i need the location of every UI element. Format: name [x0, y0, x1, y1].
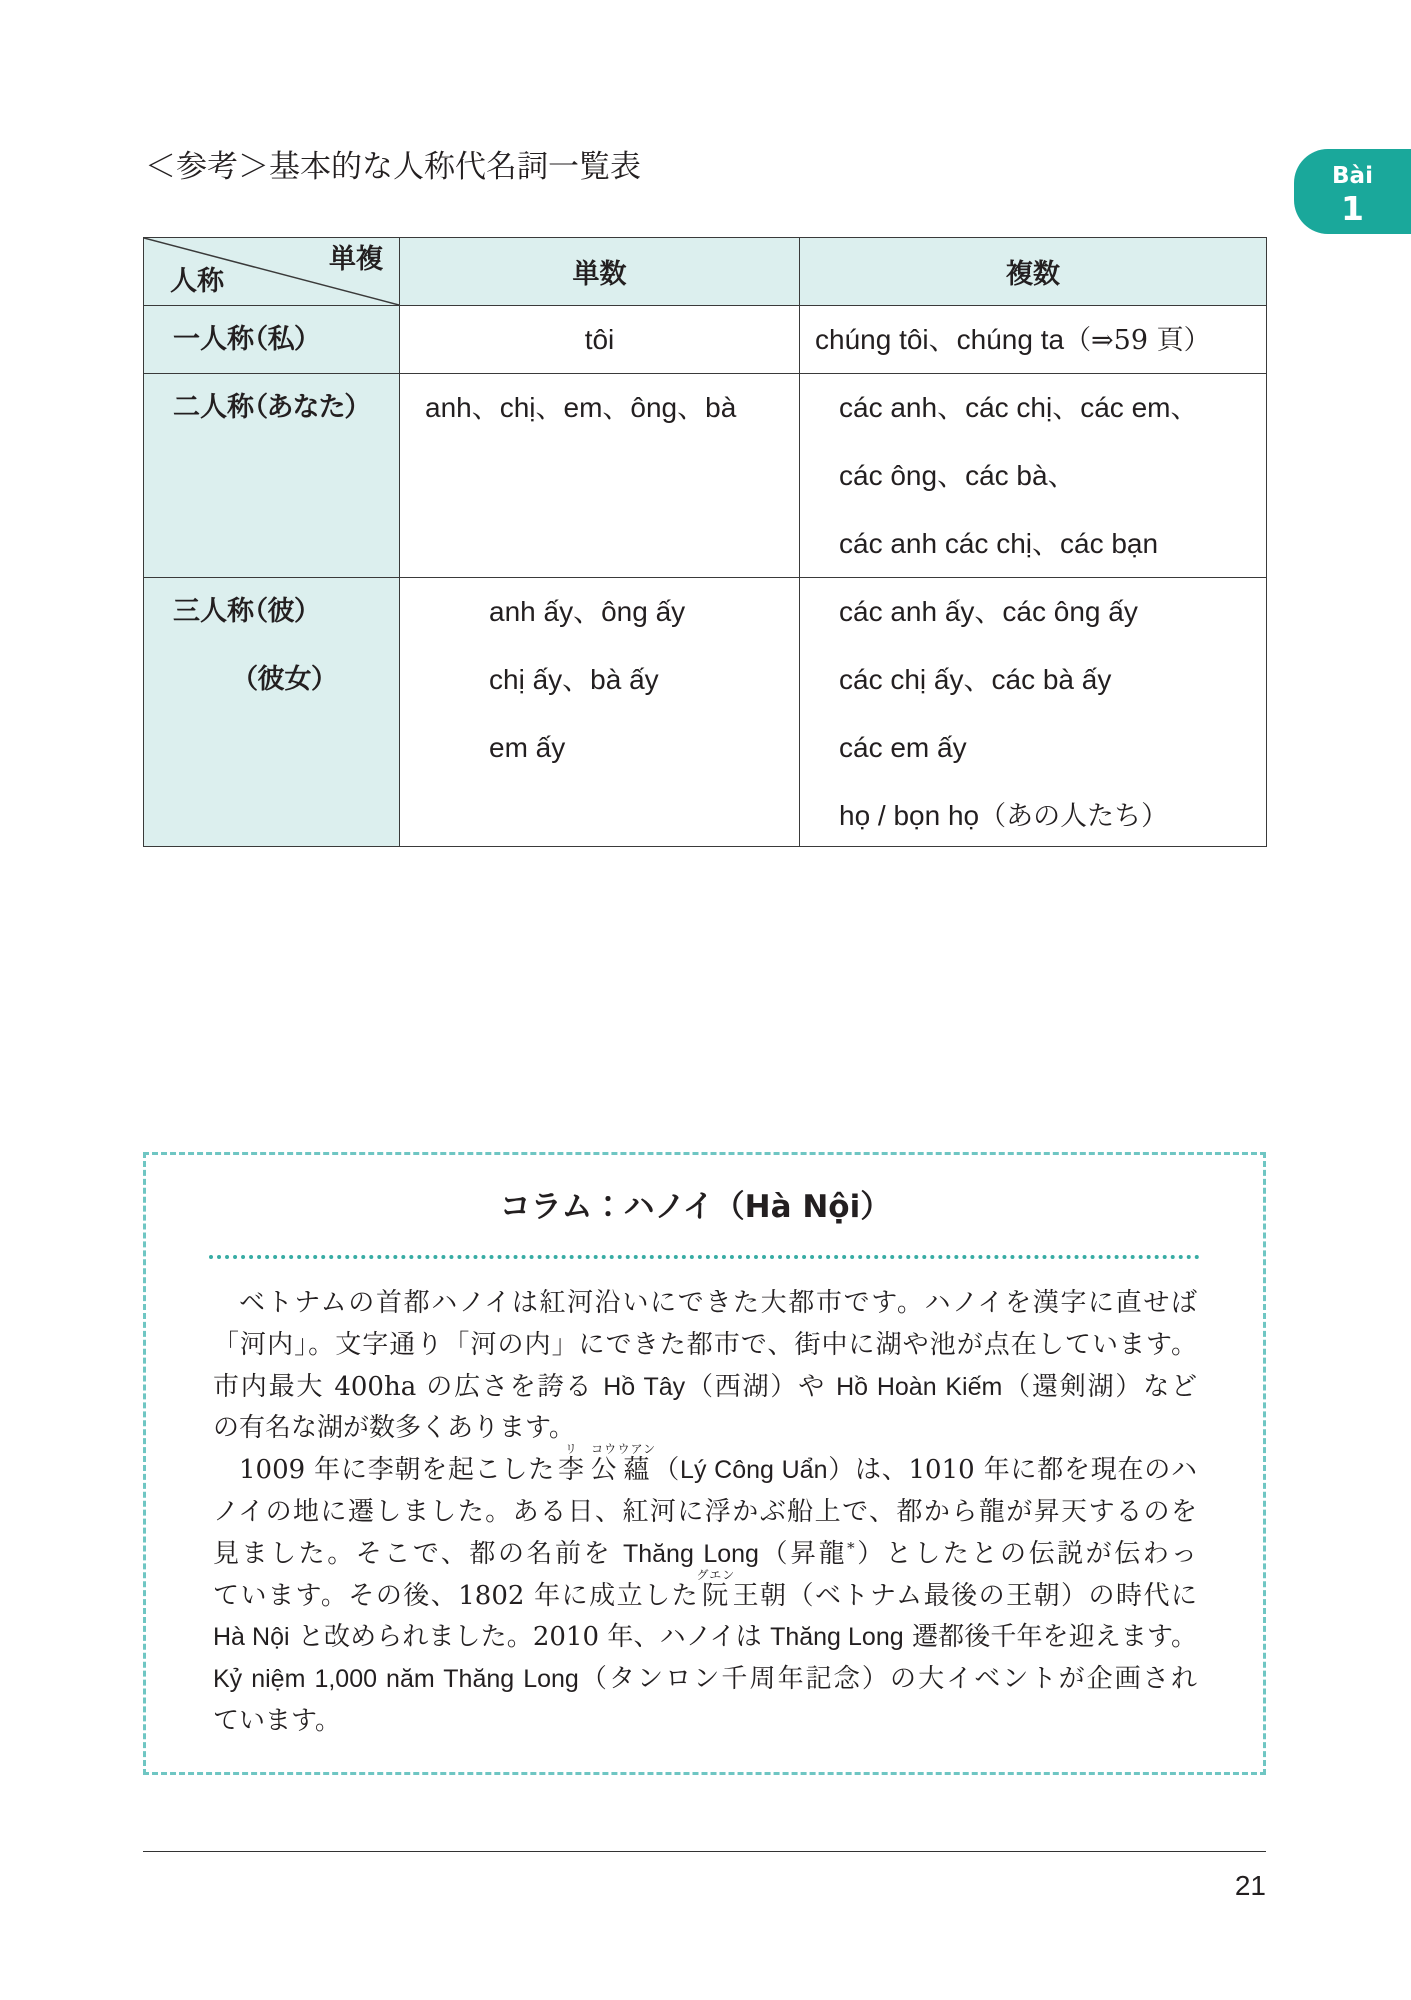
ruby-base: 公 — [590, 1455, 618, 1486]
line-text: （西湖）や — [685, 1371, 837, 1402]
cell-line: tôi — [584, 324, 615, 355]
ruby-annotated-char — [588, 1442, 621, 1486]
cell-line: anh ấy、ông ấy — [489, 596, 686, 627]
footnote-mark: * — [847, 1538, 855, 1557]
line-text: ）としたとの伝説が伝わっ — [854, 1538, 1197, 1569]
cell-line: các em ấy — [839, 732, 967, 763]
cell-line: các anh、các chị、các em、 — [839, 392, 1199, 423]
page-reference-note: （⇒59 頁） — [1064, 325, 1211, 356]
column-line — [213, 1567, 1197, 1618]
ruby-text: リ — [564, 1442, 578, 1457]
column-header-singular: 単数 — [400, 238, 800, 306]
row-label-first-person — [144, 306, 400, 374]
line-text: 王朝（ベトナム最後の王朝）の時代に — [732, 1580, 1197, 1611]
column-line — [213, 1617, 1197, 1659]
cell-line: các anh các chị、các bạn — [839, 528, 1159, 559]
column-title: コラム：ハノイ（Hà Nội） — [499, 1189, 892, 1225]
row-label-third-person — [144, 578, 400, 847]
line-text: 市内最大 400ha の広さを誇る — [213, 1371, 604, 1402]
line-text: 「河内」。文字通り「河の内」にできた都市で、街中に湖や池が点在しています。 — [213, 1329, 1197, 1360]
cell-first-person-singular — [400, 306, 800, 374]
lesson-tab-label: Bài — [1332, 163, 1373, 189]
column-line — [213, 1492, 1197, 1534]
cell-line: em ấy — [489, 732, 566, 763]
line-text: （ — [653, 1455, 681, 1486]
line-text: 1009 年に李朝を起こした — [239, 1455, 555, 1486]
cell-line: các ông、các bà、 — [839, 460, 1076, 491]
ruby-annotated-char — [696, 1567, 736, 1611]
cell-second-person-singular — [400, 374, 800, 578]
corner-label-number: 単複 — [329, 244, 383, 275]
row-label-second-person — [144, 374, 400, 578]
line-text: ノイの地に遷しました。ある日、紅河に浮かぶ船上で、都から龍が昇天するのを — [213, 1496, 1197, 1527]
line-text: の有名な湖が数多くあります。 — [213, 1413, 575, 1444]
corner-label-person: 人称 — [170, 266, 224, 297]
column-line — [213, 1659, 1197, 1701]
cell-line: chị ấy、bà ấy — [489, 664, 659, 695]
row-label-text: 一人称（私） — [173, 324, 308, 355]
cell-first-person-plural — [800, 306, 1267, 374]
line-text: と改められました。2010 年、ハノイは — [289, 1622, 771, 1653]
line-text: （還剣湖）など — [1002, 1371, 1198, 1402]
cell-line — [839, 782, 1266, 850]
ruby-annotated-char — [617, 1442, 657, 1486]
translation-note: （あの人たち） — [979, 801, 1169, 832]
ruby-text: ウアン — [617, 1442, 657, 1457]
cell-line: anh、chị、em、ông、bà — [425, 392, 737, 423]
line-text: （タンロン千周年記念）の大イベントが企画され — [578, 1664, 1197, 1695]
column-line — [213, 1701, 1197, 1743]
line-text: 遷都後千年を迎えます。 — [903, 1622, 1198, 1653]
column-body — [213, 1283, 1197, 1743]
cell-second-person-plural — [800, 374, 1267, 578]
cell-text: họ / bọn họ — [839, 800, 980, 831]
cell-third-person-singular — [400, 578, 800, 847]
line-text: ています。 — [213, 1705, 341, 1736]
ruby-base: 李 — [557, 1455, 585, 1486]
pronoun-table — [143, 237, 1267, 847]
row-label-text: 二人称（あなた） — [173, 392, 359, 423]
row-label-text: 三人称（彼） — [173, 596, 308, 627]
table-corner-header — [144, 238, 400, 306]
ruby-base: 阮 — [702, 1580, 730, 1611]
lesson-tab-number: 1 — [1341, 189, 1364, 228]
page-number: 21 — [1234, 1870, 1266, 1901]
column-line — [213, 1408, 1197, 1450]
line-text: ベトナムの首都ハノイは紅河沿いにできた大都市です。ハノイを漢字に直せば — [239, 1288, 1197, 1318]
line-text: 見ました。そこで、都の名前を — [213, 1538, 623, 1569]
column-divider — [209, 1255, 1200, 1259]
column-line — [213, 1442, 1197, 1492]
event-name: Kỷ niệm 1,000 năm Thăng Long — [213, 1665, 579, 1694]
ruby-base: 蘊 — [623, 1455, 651, 1486]
ruby-annotated-char — [555, 1442, 588, 1486]
cell-third-person-plural — [800, 578, 1267, 847]
ruby-text: グエン — [696, 1567, 736, 1582]
row-label-text: （彼女） — [244, 664, 325, 695]
cell-line — [815, 306, 1266, 374]
person-name: Lý Công Uẩn — [680, 1456, 828, 1485]
line-text: ）は、1010 年に都を現在のハ — [827, 1455, 1197, 1486]
lesson-tab — [1294, 149, 1411, 234]
line-text: （昇龍 — [758, 1538, 848, 1569]
column-box — [143, 1152, 1266, 1775]
ruby-text: コウ — [591, 1442, 618, 1457]
footer-rule — [143, 1851, 1266, 1852]
place-name: Hồ Hoàn Kiếm — [836, 1372, 1003, 1401]
column-line — [213, 1367, 1197, 1409]
place-name: Thăng Long — [622, 1539, 759, 1568]
cell-line: các anh ấy、các ông ấy — [839, 596, 1138, 627]
place-name: Hà Nội — [213, 1623, 290, 1652]
place-name: Hồ Tây — [603, 1372, 686, 1401]
place-name: Thăng Long — [770, 1623, 904, 1652]
cell-text: chúng tôi、chúng ta — [815, 324, 1065, 355]
page-title: ＜参考＞基本的な人称代名詞一覧表 — [145, 149, 641, 185]
line-text: ています。その後、1802 年に成立した — [213, 1580, 700, 1611]
cell-line: các chị ấy、các bà ấy — [839, 664, 1112, 695]
column-line — [213, 1325, 1197, 1367]
column-line — [213, 1283, 1197, 1325]
column-header-plural: 複数 — [800, 238, 1267, 306]
